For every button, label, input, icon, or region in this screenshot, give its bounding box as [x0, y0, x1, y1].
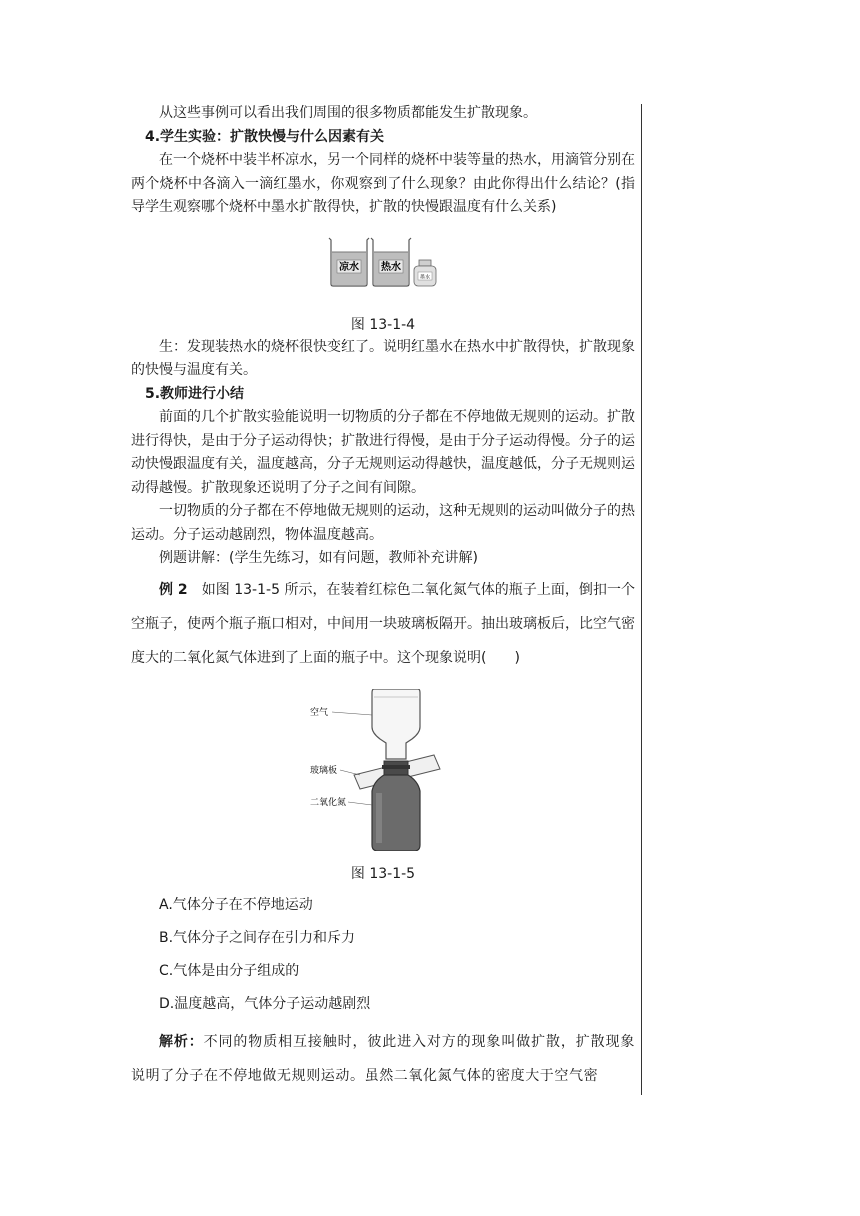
figure-13-1-5 — [131, 689, 635, 855]
answer-options — [131, 889, 635, 1021]
analysis-text: 不同的物质相互接触时，彼此进入对方的现象叫做扩散，扩散现象说明了分子在不停地做无规则运动。虽然二氧化氮气体的密度大于空气密 — [131, 1033, 635, 1084]
paragraph-summary: 前面的几个扩散实验能说明一切物质的分子都在不停地做无规则的运动。扩散进行得快，是由于分子运动得快；扩散进行得慢，是由于分子运动得慢。分子的运动快慢跟温度有关，温度越高，分子无规则运动得越快，温度越低，分子无规则运动得越慢。扩散现象还说明了分子之间有间隙。 — [131, 409, 635, 496]
bottles-illustration — [308, 689, 458, 851]
paragraph-experiment-description: 在一个烧杯中装半杯凉水，另一个同样的烧杯中装等量的热水，用滴管分别在两个烧杯中各滴入一滴红墨水，你观察到了什么现象？由此你得出什么结论？(指导学生观察哪个烧杯中墨水扩散得快，扩散的快慢跟温度有什么关系) — [131, 152, 635, 215]
label-glass-plate: 玻璃板 — [310, 765, 338, 776]
heading-teacher-summary: 5.教师进行小结 — [145, 385, 245, 402]
lesson-content — [131, 102, 635, 1093]
label-ink: 墨水 — [419, 274, 431, 280]
analysis-label: 解析： — [159, 1033, 204, 1050]
figure-13-1-4 — [131, 234, 635, 292]
beakers-illustration — [327, 234, 439, 288]
paragraph-example-intro: 例题讲解：(学生先练习，如有问题，教师补充讲解) — [159, 550, 478, 566]
example-text: 如图 13-1-5 所示，在装着红棕色二氧化氮气体的瓶子上面，倒扣一个空瓶子，使两个瓶子瓶口相对，中间用一块玻璃板隔开。抽出玻璃板后，比空气密度大的二氧化氮气体进到了上面的瓶子中。这个现象说明( ) — [131, 581, 635, 666]
caption-figure-13-1-4: 图 13-1-4 — [350, 316, 416, 333]
table-border-line — [641, 104, 642, 1095]
analysis-paragraph — [131, 1025, 635, 1093]
example-label: 例 2 — [159, 581, 188, 598]
option-b: B.气体分子之间存在引力和斥力 — [159, 929, 356, 946]
label-air: 空气 — [310, 707, 329, 718]
caption-figure-13-1-5: 图 13-1-5 — [350, 865, 416, 882]
label-hot-water: 热水 — [381, 261, 401, 273]
paragraph-thermal-motion: 一切物质的分子都在不停地做无规则的运动，这种无规则的运动叫做分子的热运动。分子运动越剧烈，物体温度越高。 — [131, 503, 635, 543]
label-nitrogen-dioxide: 二氧化氮 — [310, 797, 347, 808]
label-cold-water: 凉水 — [339, 261, 359, 273]
paragraph-diffusion-examples: 从这些事例可以看出我们周围的很多物质都能发生扩散现象。 — [159, 105, 537, 121]
example-2 — [131, 573, 635, 675]
option-a: A.气体分子在不停地运动 — [159, 896, 313, 913]
paragraph-student-answer: 生：发现装热水的烧杯很快变红了。说明红墨水在热水中扩散得快，扩散现象的快慢与温度有关。 — [131, 338, 635, 378]
heading-student-experiment: 4.学生实验：扩散快慢与什么因素有关 — [145, 128, 385, 145]
option-c: C.气体是由分子组成的 — [159, 962, 300, 979]
option-d: D.温度越高，气体分子运动越剧烈 — [159, 995, 371, 1012]
